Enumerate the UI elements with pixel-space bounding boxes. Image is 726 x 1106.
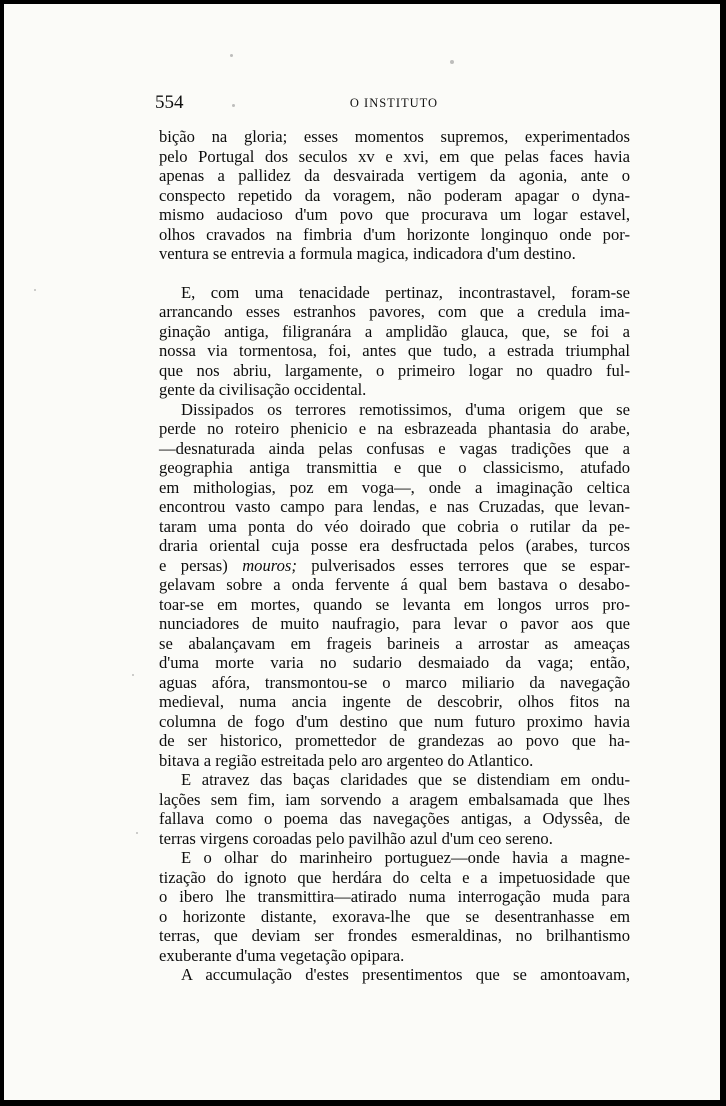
text-line: Dissipados os terrores remotissimos, d'uma origem que se xyxy=(181,399,630,419)
text-line: pelo Portugal dos seculos xv e xvi, em que pelas faces havia xyxy=(159,146,630,166)
text-line: conspecto repetido da voragem, não poderam apagar o dyna- xyxy=(159,185,630,205)
text-line: olhos cravados na fimbria d'um horizonte longinquo onde por- xyxy=(159,224,630,244)
text-line: nunciadores de muito naufragio, para levar o pavor aos que xyxy=(159,614,630,633)
text-line: arrancando esses estranhos pavores, com que a credula ima- xyxy=(159,302,630,321)
text-line: se abalançavam em frageis barineis a arrostar as ameaças xyxy=(159,633,630,653)
text-line: exuberante d'uma vegetação opipara. xyxy=(159,945,405,965)
text-line: terras, que deviam ser frondes esmeraldinas, no brilhantismo xyxy=(159,926,630,945)
scan-speck xyxy=(136,832,138,834)
text-line: apenas a pallidez da desvairada vertigem da agonia, ante o xyxy=(159,166,630,185)
text-line: columna de fogo d'um destino que num futuro proximo havia xyxy=(159,711,630,731)
text-line: ventura se entrevia a formula magica, indicadora d'um destino. xyxy=(159,244,576,263)
body-text xyxy=(159,127,630,985)
text-line: medieval, numa ancia ingente de descobrir, olhos fitos na xyxy=(159,692,630,711)
page-header xyxy=(155,92,633,116)
text-line-with-italic xyxy=(159,556,630,576)
text-line: nossa via tormentosa, foi, antes que tudo, a estrada triumphal xyxy=(159,341,630,360)
text-line: encontrou vasto campo para lendas, e nas Cruzadas, que levan- xyxy=(159,497,630,516)
text-line: em mithologias, poz em voga—, onde a imaginação celtica xyxy=(159,477,630,497)
scan-speck xyxy=(230,54,233,57)
text-line: ginação antiga, filigranára a amplidão glauca, que, se foi a xyxy=(159,321,630,341)
text-line: que nos abriu, largamente, o primeiro logar no quadro ful- xyxy=(159,360,630,380)
text-line: mismo audacioso d'um povo que procurava um logar estavel, xyxy=(159,205,630,224)
text-line: gente da civilisação occidental. xyxy=(159,380,367,399)
scan-speck xyxy=(34,289,36,291)
text-line: —desnaturada ainda pelas confusas e vagas tradições que a xyxy=(159,438,630,458)
text-line: A accumulação d'estes presentimentos que se amontoavam, xyxy=(181,965,630,984)
text-line: bitava a região estreitada pelo aro argenteo do Atlantico. xyxy=(159,750,534,770)
text-line: o horizonte distante, exorava-lhe que se desentranhasse em xyxy=(159,906,630,926)
document-page xyxy=(4,4,720,1100)
text-line: taram uma ponta do véo doirado que cobria o rutilar da pe- xyxy=(159,516,630,536)
scan-speck xyxy=(450,60,454,64)
scan-speck xyxy=(132,674,134,676)
text-line: terras virgens coroadas pelo pavilhão azul d'um ceo sereno. xyxy=(159,828,553,848)
text-line: E o olhar do marinheiro portuguez—onde havia a magne- xyxy=(181,848,630,867)
text-line: bição na gloria; esses momentos supremos, experimentados xyxy=(159,127,630,146)
text-line: d'uma morte varia no sudario desmaiado da vaga; então, xyxy=(159,653,630,672)
text-line: de ser historico, promettedor de grandezas ao povo que ha- xyxy=(159,731,630,750)
text-line: E atravez das baças claridades que se distendiam em ondu- xyxy=(181,770,630,789)
text-line: fallava como o poema das navegações antigas, a Odyssêa, de xyxy=(159,809,630,828)
text-line: lações sem fim, iam sorvendo a aragem embalsamada que lhes xyxy=(159,789,630,809)
text-segment: e persas) xyxy=(159,555,243,575)
text-line: o ibero lhe transmittira—atirado numa interrogação muda para xyxy=(159,887,630,906)
text-line: perde no roteiro phenicio e na esbrazeada phantasia do arabe, xyxy=(159,419,630,438)
text-line: toar-se em mortes, quando se levanta em longos urros pro- xyxy=(159,594,630,614)
running-title: O INSTITUTO xyxy=(349,96,439,110)
text-line: gelavam sobre a onda fervente á qual bem bastava o desabo- xyxy=(159,575,630,594)
text-line: geographia antiga transmittia e que o classicismo, atufado xyxy=(159,458,630,477)
text-segment: pulverisados esses terrores que se espar- xyxy=(296,555,631,575)
text-line: E, com uma tenacidade pertinaz, incontrastavel, foram-se xyxy=(181,282,630,302)
text-line: draria oriental cuja posse era desfructada pelos (arabes, turcos xyxy=(159,536,630,555)
italic-word: mouros; xyxy=(242,555,297,575)
page-number: 554 xyxy=(155,92,184,113)
text-line: aguas afóra, transmontou-se o marco miliario da navegação xyxy=(159,672,630,692)
text-line: tização do ignoto que herdára do celta e a impetuosidade que xyxy=(159,867,630,887)
